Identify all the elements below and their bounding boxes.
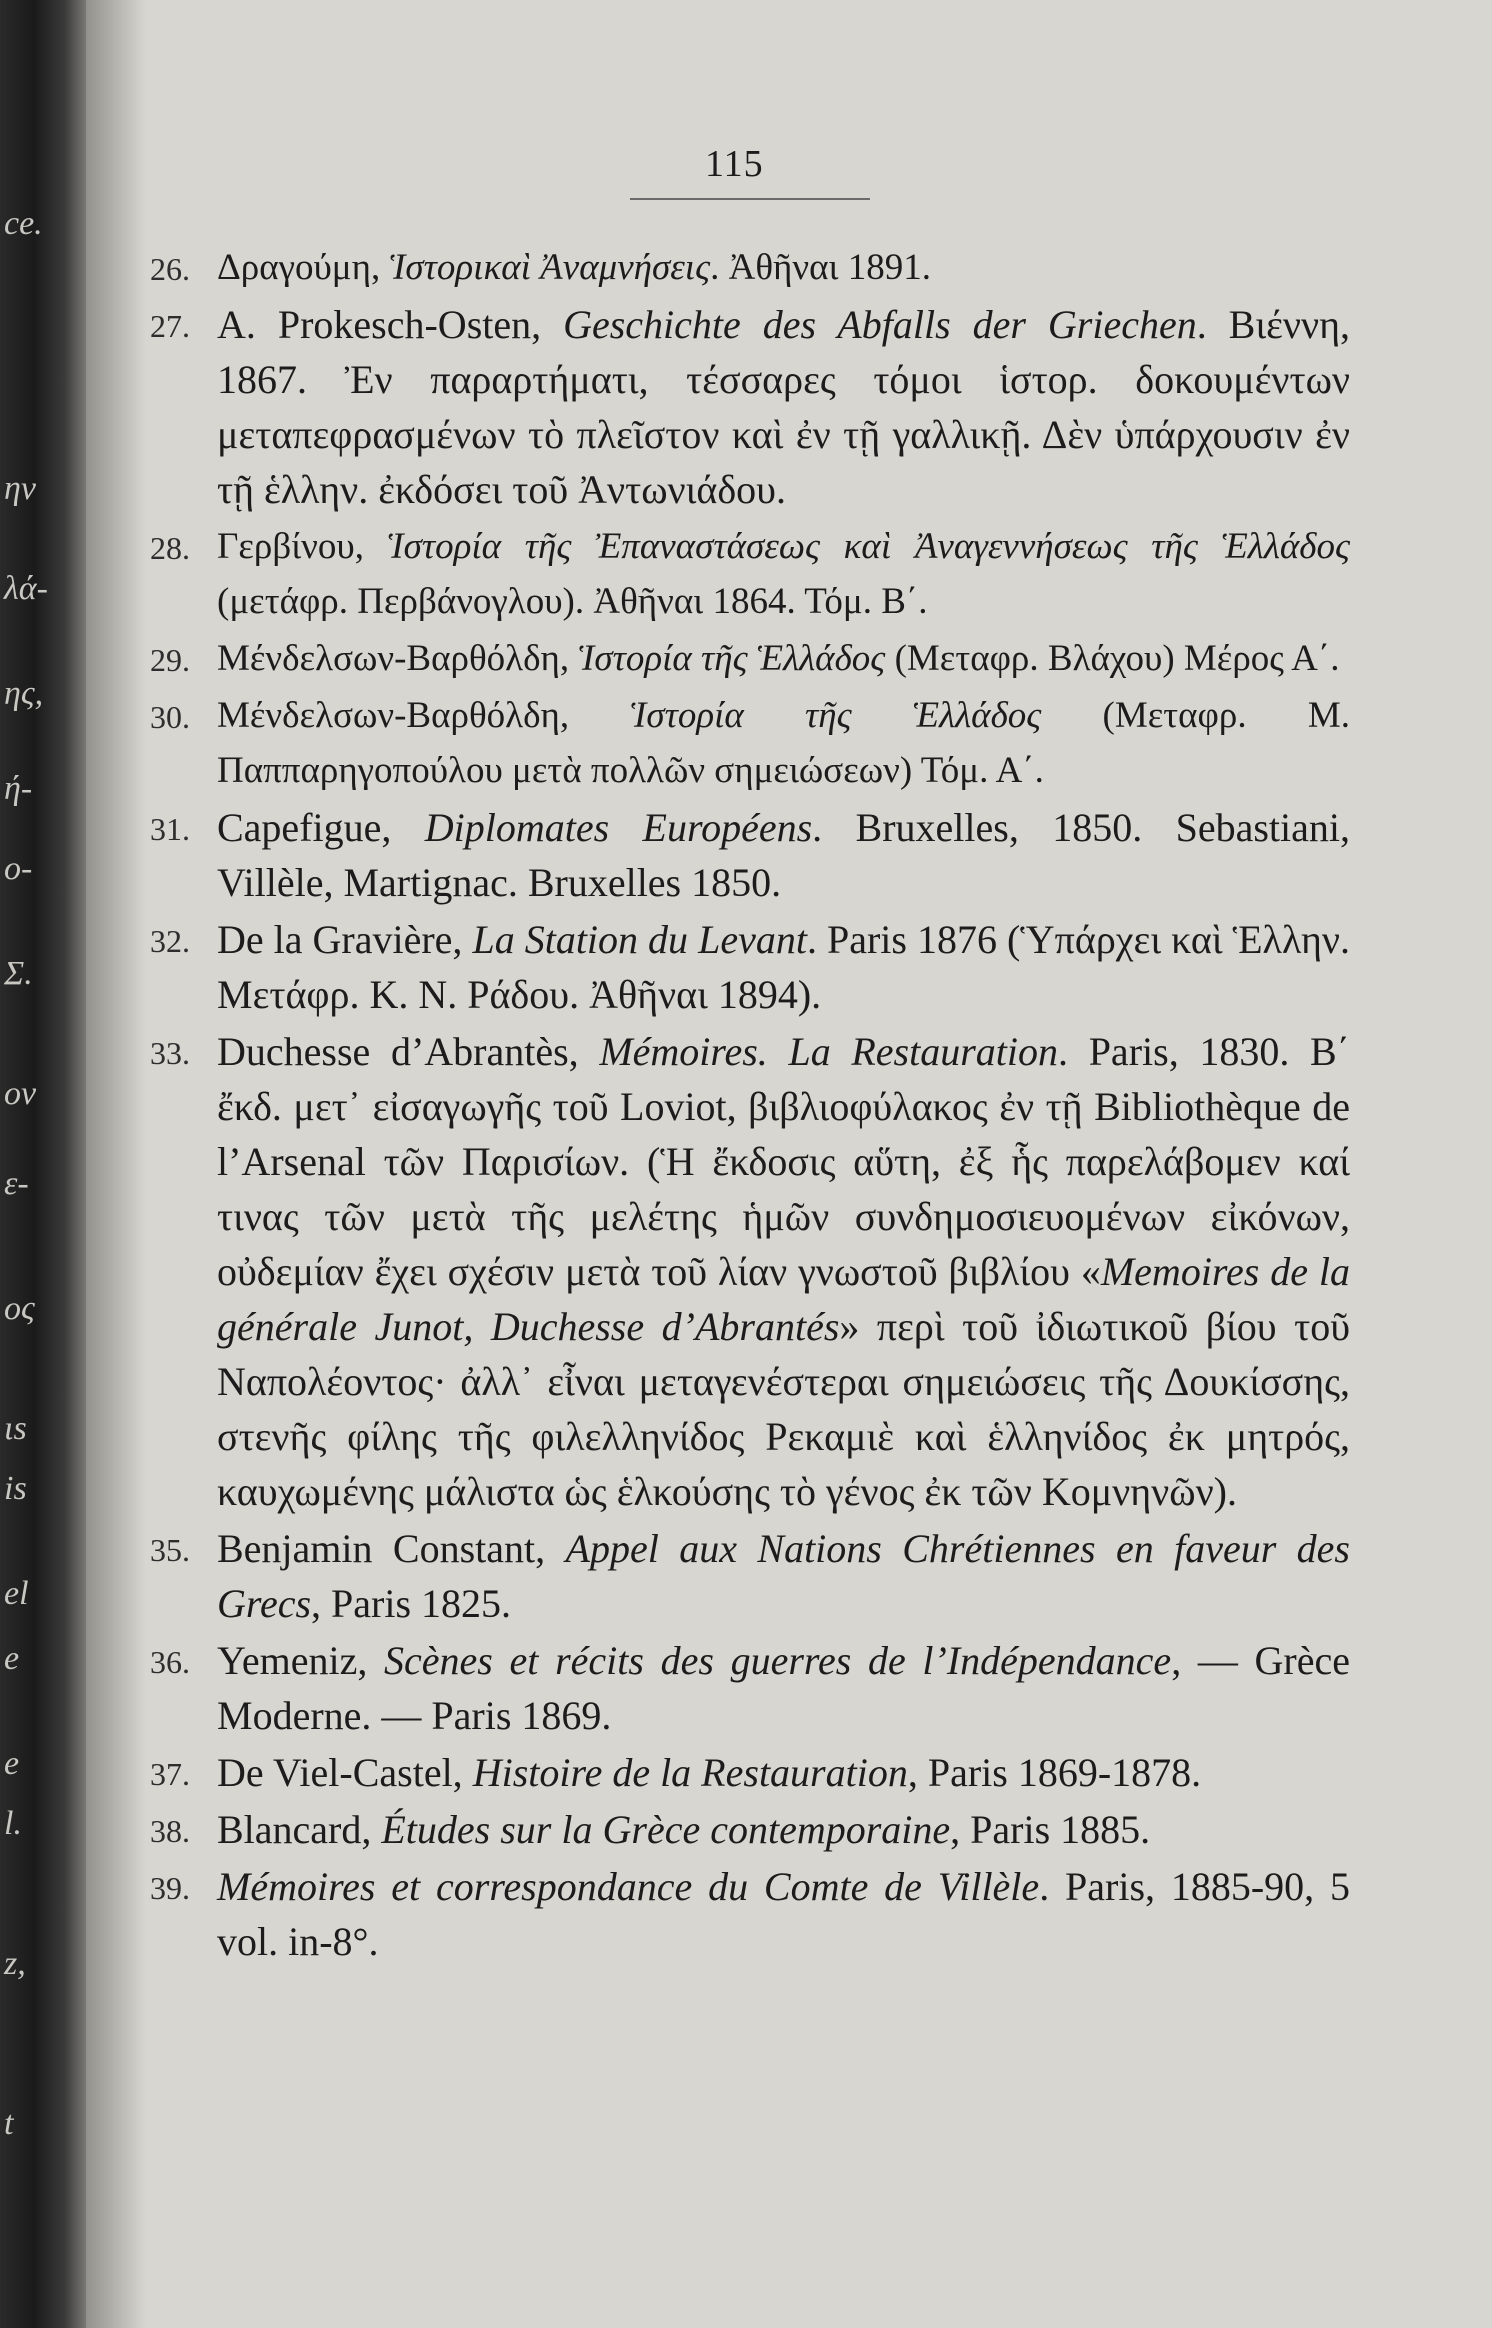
left-margin-fragment: ιs xyxy=(4,1410,27,1447)
entry-text: . Bruxelles, 1850. Sebastiani, Villèle, Martignac. Bruxelles 1850. xyxy=(217,805,1350,905)
entry-title: Ἱστορία τῆς Ἑλλάδος xyxy=(578,638,886,679)
bibliography-entry xyxy=(150,1024,1350,1519)
bibliography-entry xyxy=(150,519,1350,629)
left-margin-fragment: Σ. xyxy=(4,955,33,992)
entry-title: Ἱστορία τῆς Ἑλλάδος xyxy=(630,695,1042,736)
entry-text: Μένδελσων-Βαρθόλδη, xyxy=(217,695,631,736)
bibliography-entry xyxy=(150,297,1350,517)
left-margin-fragment: ος xyxy=(4,1290,35,1327)
entry-title: Mémoires et correspondance du Comte de Villèle xyxy=(217,1864,1040,1909)
bibliography-entry xyxy=(150,1859,1350,1969)
entry-title: Études sur la Grèce contemporaine xyxy=(381,1807,951,1852)
entry-title: Appel aux Nations Chrétiennes en faveur des Grecs xyxy=(217,1526,1350,1626)
entry-text: De Viel-Castel, xyxy=(217,1750,473,1795)
bibliography-list xyxy=(150,240,1350,1971)
entry-text: Yemeniz, xyxy=(217,1638,385,1683)
entry-text: . Paris, 1885-90, 5 vol. in-8°. xyxy=(217,1864,1351,1964)
bibliography-entry xyxy=(150,1521,1350,1631)
entry-text: . Βιέννη, 1867. Ἐν παραρτήματι, τέσσαρες τόμοι ἱστορ. δοκουμέντων μεταπεφρασμένων τὸ πλεῖστον καὶ ἐν τῇ γαλλικῇ. Δὲν ὑπάρχουσιν ἐν τῇ ἑλλην. ἐκδόσει τοῦ Ἀντωνιάδου. xyxy=(217,302,1351,512)
entry-title: La Station du Levant xyxy=(472,917,807,962)
entry-text: » περὶ τοῦ ἰδιωτικοῦ βίου τοῦ Ναπολέοντος· ἀλλ᾽ εἶναι μεταγενέστεραι σημειώσεις τῆς Δουκίσσης, στενῆς φίλης τῆς φιλελληνίδος Ρεκαμιὲ καὶ ἑλληνίδος ἐκ μητρός, καυχωμένης μάλιστα ὡς ἑλκούσης τὸ γένος ἐκ τῶν Κομνηνῶν). xyxy=(217,1304,1351,1514)
entry-text: , Paris 1885. xyxy=(950,1807,1151,1852)
entry-number: 32. xyxy=(150,923,190,959)
entry-text: Capefigue, xyxy=(217,805,425,850)
left-margin-fragment: ης, xyxy=(4,675,44,712)
entry-text: De la Gravière, xyxy=(217,917,473,962)
left-margin-fragment: ον xyxy=(4,1075,37,1112)
entry-number: 31. xyxy=(150,811,190,847)
entry-text: Duchesse d’Abrantès, xyxy=(217,1029,600,1074)
entry-text: (μετάφρ. Περβάνογλου). Ἀθῆναι 1864. Τόμ. Β΄. xyxy=(217,581,928,622)
left-margin-fragment: z, xyxy=(4,1945,26,1982)
entry-text: (Μεταφρ. Βλάχου) Μέρος Α΄. xyxy=(885,638,1340,679)
left-margin-fragment: ην xyxy=(4,470,36,507)
left-margin-fragment: ο- xyxy=(4,850,33,887)
bibliography-entry xyxy=(150,631,1350,686)
entry-number: 28. xyxy=(150,530,190,566)
entry-text: Γερβίνου, xyxy=(217,526,388,567)
header-rule xyxy=(630,198,870,200)
left-margin-fragment: el xyxy=(4,1575,29,1612)
entry-number: 38. xyxy=(150,1813,190,1849)
bibliography-entry xyxy=(150,240,1350,295)
entry-title: Histoire de la Restauration xyxy=(472,1750,908,1795)
entry-text: Benjamin Constant, xyxy=(217,1526,566,1571)
bibliography-entry xyxy=(150,688,1350,798)
left-margin-fragment: l. xyxy=(4,1805,22,1842)
entry-title: Diplomates Européens xyxy=(424,805,813,850)
entry-text: . Paris 1876 (Ὑπάρχει καὶ Ἑλλην. Μετάφρ. Κ. Ν. Ράδου. Ἀθῆναι 1894). xyxy=(217,917,1350,1017)
left-margin-fragment: e xyxy=(4,1745,20,1782)
left-margin-fragment: ε- xyxy=(4,1165,29,1202)
entry-text: . Paris, 1830. Β΄ ἔκδ. μετ᾽ εἰσαγωγῆς τοῦ Loviot, βιβλιοφύλακος ἐν τῇ Bibliothèque de l’Arsenal τῶν Παρισίων. (Ἡ ἔκδοσις αὕτη, ἐξ ἧς παρελάβομεν καί τινας τῶν μετὰ τῆς μελέτης ἡμῶν συνδημοσιευομένων εἰκόνων, οὐδεμίαν ἔχει σχέσιν μετὰ τοῦ λίαν γνωστοῦ βιβλίου « xyxy=(217,1029,1351,1294)
left-margin-fragment: t xyxy=(4,2105,14,2142)
entry-title: Memoires de la générale Junot, Duchesse d’Abrantés xyxy=(217,1249,1351,1349)
bibliography-entry xyxy=(150,1745,1350,1800)
bibliography-entry xyxy=(150,1802,1350,1857)
entry-text: , Paris 1869-1878. xyxy=(907,1750,1202,1795)
page-number: 115 xyxy=(705,143,764,185)
entry-number: 39. xyxy=(150,1870,190,1906)
entry-number: 37. xyxy=(150,1756,190,1792)
entry-title: Ἱστορία τῆς Ἐπαναστάσεως καὶ Ἀναγεννήσεως τῆς Ἑλλάδος xyxy=(387,526,1350,567)
entry-number: 35. xyxy=(150,1532,190,1568)
left-margin-fragment: ή- xyxy=(4,770,33,807)
left-margin-fragment: ce. xyxy=(4,205,43,242)
entry-number: 30. xyxy=(150,699,190,735)
gutter-shadow xyxy=(86,0,146,2328)
left-margin-fragment: λά- xyxy=(4,570,48,607)
entry-number: 36. xyxy=(150,1644,190,1680)
entry-title: Mémoires. La Restauration xyxy=(599,1029,1059,1074)
entry-number: 26. xyxy=(150,251,190,287)
entry-text: Μένδελσων-Βαρθόλδη, xyxy=(217,638,579,679)
left-page-edge xyxy=(0,0,60,2328)
entry-number: 33. xyxy=(150,1035,190,1071)
left-margin-fragment: e xyxy=(4,1640,20,1677)
bibliography-entry xyxy=(150,800,1350,910)
left-margin-fragment: is xyxy=(4,1470,27,1507)
entry-text: Blancard, xyxy=(217,1807,382,1852)
entry-text: . Ἀθῆναι 1891. xyxy=(710,247,931,288)
entry-text: A. Prokesch-Osten, xyxy=(217,302,564,347)
bibliography-entry xyxy=(150,1633,1350,1743)
entry-number: 29. xyxy=(150,642,190,678)
entry-text: , — Grèce Moderne. — Paris 1869. xyxy=(217,1638,1350,1738)
entry-title: Ἱστορικαὶ Ἀναμνήσεις xyxy=(389,247,711,288)
page xyxy=(150,0,1492,2328)
entry-text: , Paris 1825. xyxy=(311,1581,512,1626)
entry-text: (Μεταφρ. Μ. Παππαρηγοπούλου μετὰ πολλῶν σημειώσεων) Τόμ. Α΄. xyxy=(217,695,1351,791)
entry-number: 27. xyxy=(150,308,190,344)
entry-text: Δραγούμη, xyxy=(217,247,390,288)
entry-title: Geschichte des Abfalls der Griechen xyxy=(563,302,1197,347)
entry-title: Scènes et récits des guerres de l’Indépendance xyxy=(384,1638,1172,1683)
bibliography-entry xyxy=(150,912,1350,1022)
